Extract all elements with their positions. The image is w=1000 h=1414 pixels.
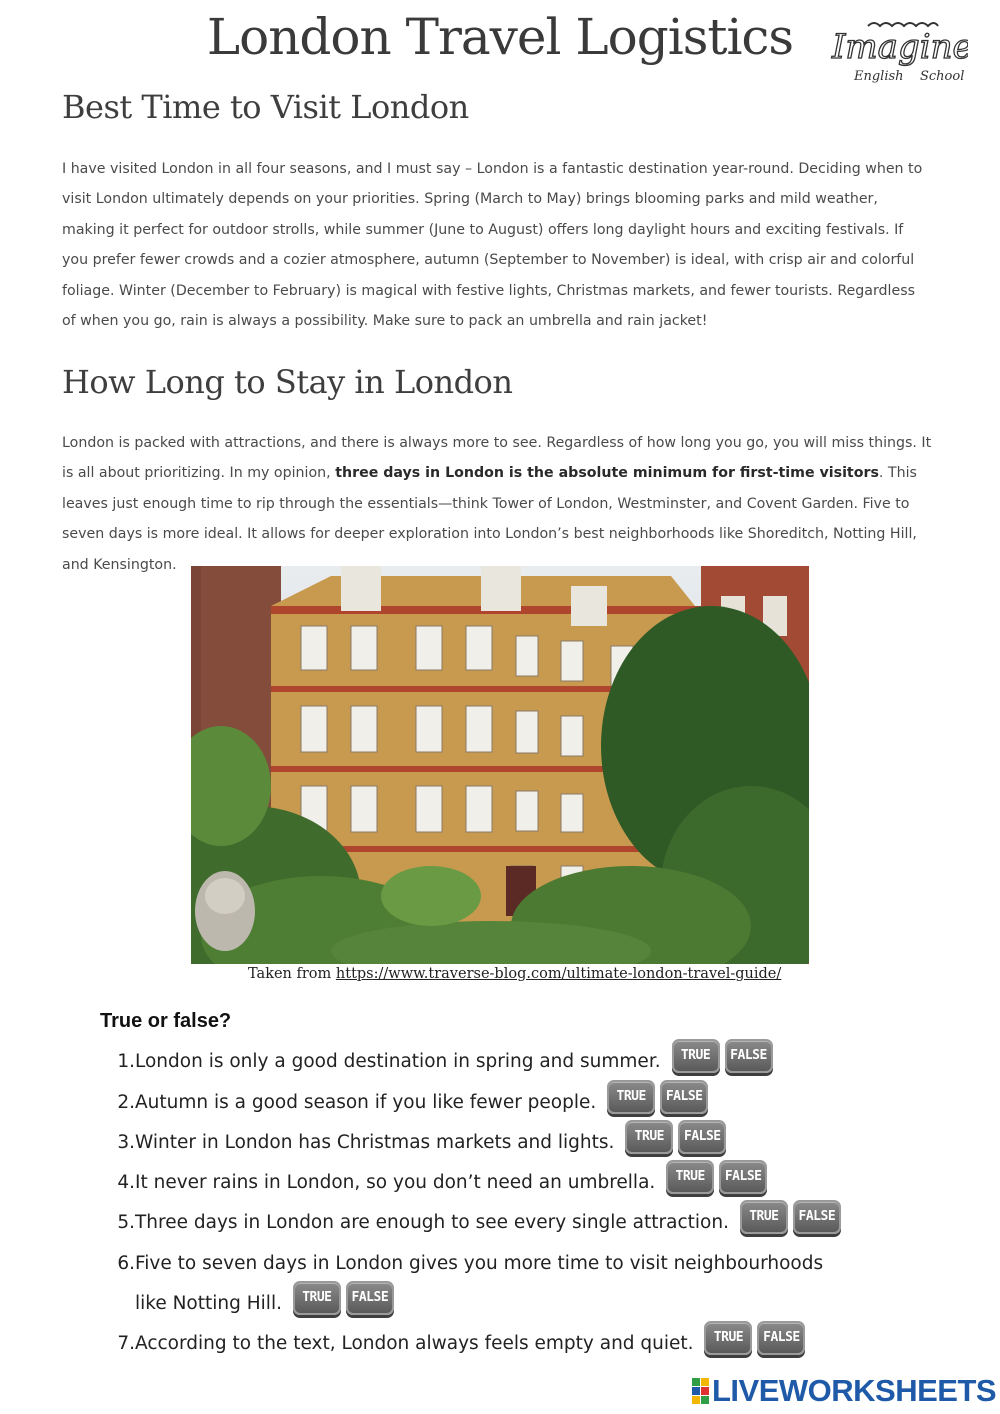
false-button[interactable]: FALSE — [346, 1281, 394, 1315]
bold-highlight: three days in London is the absolute minimum for first-time visitors — [335, 465, 879, 482]
true-button[interactable]: TRUE — [704, 1321, 752, 1355]
london-building-photo — [191, 566, 809, 964]
true-button[interactable]: TRUE — [740, 1200, 788, 1234]
paragraph-best-time: I have visited London in all four seasons, and I must say – London is a fantastic destination year-round. Deciding when to visit London ultimately depends on your priorities. Spring (March to May) brings blooming parks and mild weather, making it perfect for outdoor strolls, while summer (June to August) offers long daylight hours and exciting festivals. If you prefer fewer crowds and a cozier atmosphere, autumn (September to November) is ideal, with crisp air and colorful foliage. Winter (December to February) is magical with festive lights, Christmas markets, and fewer tourists. Regardless of when you go, rain is always a possibility. Make sure to pack an umbrella and rain jacket! — [62, 161, 923, 330]
paragraph-how-long: London is packed with attractions, and there is always more to see. Regardless of how long you go, you will miss things. It is all about prioritizing. In my opinion, three days in London is the absolute minimum for first-time visitors. This leaves just enough time to rip through the essentials—think Tower of London, Westminster, and Covent Garden. Five to seven days is more ideal. It allows for deeper exploration into London’s best neighborhoods like Shoreditch, Notting Hill, and Kensington. — [62, 435, 932, 573]
true-button[interactable]: TRUE — [607, 1080, 655, 1114]
image-caption: Taken from https://www.traverse-blog.com/ultimate-london-travel-guide/ — [248, 966, 782, 982]
logo-word: Imagine — [832, 27, 968, 67]
false-button[interactable]: FALSE — [678, 1120, 726, 1154]
liveworksheets-icon — [692, 1377, 710, 1403]
true-button[interactable]: TRUE — [672, 1039, 720, 1073]
liveworksheets-logo[interactable]: LIVEWORKSHEETS — [692, 1374, 996, 1408]
section-heading-best-time: Best Time to Visit London — [62, 88, 469, 126]
false-button[interactable]: FALSE — [725, 1039, 773, 1073]
question-3: 3.Winter in London has Christmas markets and lights. TRUE FALSE — [110, 1123, 726, 1163]
true-button[interactable]: TRUE — [666, 1160, 714, 1194]
question-6: 6.Five to seven days in London gives you more time to visit neighbourhoods — [117, 1253, 824, 1274]
question-6-continued: like Notting Hill. TRUE FALSE — [135, 1284, 394, 1324]
false-button[interactable]: FALSE — [660, 1080, 708, 1114]
section-heading-how-long: How Long to Stay in London — [62, 363, 513, 401]
question-1: 1.London is only a good destination in spring and summer. TRUE FALSE — [110, 1042, 773, 1082]
logo-school: School — [920, 69, 965, 84]
logo-english: English — [854, 69, 904, 84]
false-button[interactable]: FALSE — [793, 1200, 841, 1234]
false-button[interactable]: FALSE — [719, 1160, 767, 1194]
quiz-heading: True or false? — [100, 1010, 232, 1032]
question-7: 7.According to the text, London always feels empty and quiet. TRUE FALSE — [110, 1324, 805, 1364]
false-button[interactable]: FALSE — [757, 1321, 805, 1355]
page-title: London Travel Logistics — [206, 8, 794, 66]
question-5: 5.Three days in London are enough to see every single attraction. TRUE FALSE — [110, 1203, 841, 1243]
school-logo — [828, 18, 968, 88]
true-button[interactable]: TRUE — [293, 1281, 341, 1315]
question-4: 4.It never rains in London, so you don’t need an umbrella. TRUE FALSE — [110, 1163, 767, 1203]
true-button[interactable]: TRUE — [625, 1120, 673, 1154]
question-2: 2.Autumn is a good season if you like fewer people. TRUE FALSE — [110, 1083, 708, 1123]
source-link[interactable]: https://www.traverse-blog.com/ultimate-london-travel-guide/ — [335, 966, 782, 982]
